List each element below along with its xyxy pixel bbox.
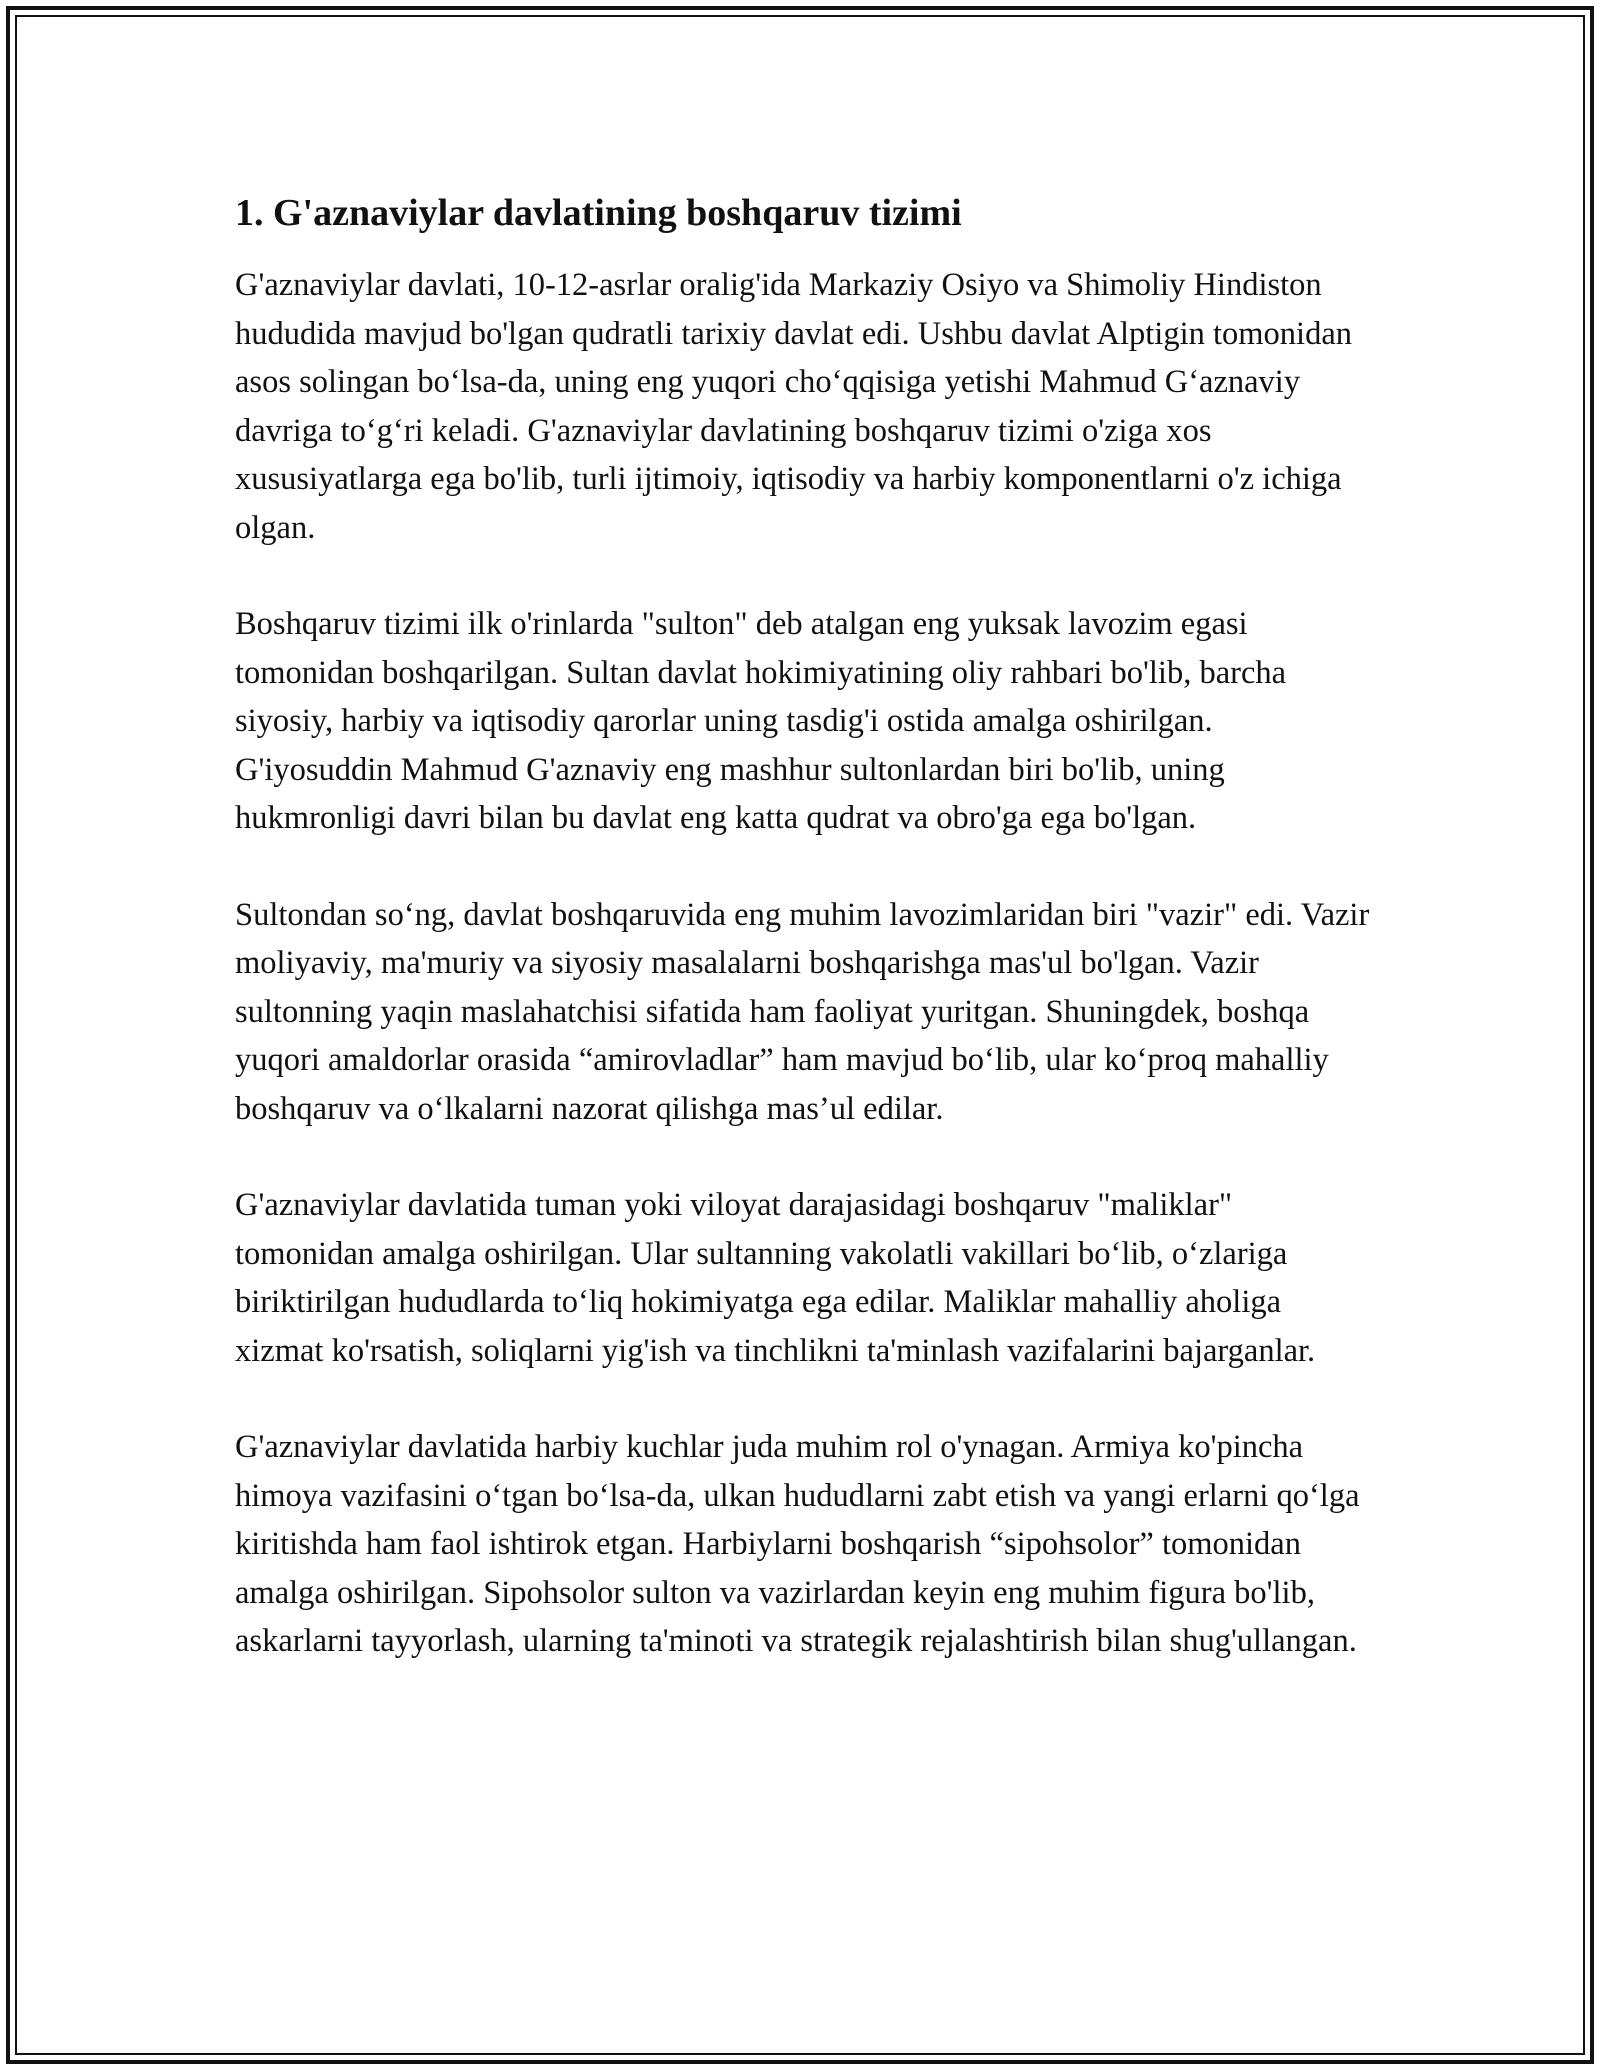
paragraph-3: Sultondan so‘ng, davlat boshqaruvida eng muhim lavozimlaridan biri "vazir" edi. Vazir moliyaviy, ma'muriy va siyosiy masalalarni boshqarishga mas'ul bo'lgan. Vazir sultonning yaqin maslahatchisi sifatida ham faoliyat yuritgan. Shuningdek, boshqa yuqori amaldorlar orasida “amirovladlar” ham mavjud bo‘lib, ular ko‘proq mahalliy boshqaruv va o‘lkalarni nazorat qilishga mas’ul edilar. [235, 896, 1370, 1127]
paragraph-4: G'aznaviylar davlatida tuman yoki viloyat darajasidagi boshqaruv "maliklar" tomonidan amalga oshirilgan. Ular sultanning vakolatli vakillari bo‘lib, o‘zlariga biriktirilgan hududlarda to‘liq hokimiyatga ega edilar. Maliklar mahalliy aholiga xizmat ko'rsatish, soliqlarni yig'ish va tinchlikni ta'minlash vazifalarini bajarganlar. [235, 1187, 1316, 1369]
paragraph-5: G'aznaviylar davlatida harbiy kuchlar juda muhim rol o'ynagan. Armiya ko'pincha himoya vazifasini o‘tgan bo‘lsa-da, ulkan hududlarni zabt etish va yangi erlarni qo‘lga kiritishda ham faol ishtirok etgan. Harbiylarni boshqarish “sipohsolor” tomonidan amalga oshirilgan. Sipohsolor sulton va vazirlardan keyin eng muhim figura bo'lib, askarlarni tayyorlash, ularning ta'minoti va strategik rejalashtirish bilan shug'ullangan. [235, 1429, 1360, 1659]
paragraph-2: Boshqaruv tizimi ilk o'rinlarda "sulton" deb atalgan eng yuksak lavozim egasi tomonidan boshqarilgan. Sultan davlat hokimiyatining oliy rahbari bo'lib, barcha siyosiy, harbiy va iqtisodiy qarorlar uning tasdig'i ostida amalga oshirilgan. G'iyosuddin Mahmud G'aznaviy eng mashhur sultonlardan biri bo'lib, uning hukmronligi davri bilan bu davlat eng katta qudrat va obro'ga ega bo'lgan. [235, 606, 1287, 836]
section-heading: 1. G'aznaviylar davlatining boshqaruv tizimi [235, 192, 962, 234]
document-body [235, 185, 1375, 1714]
paragraph-1: G'aznaviylar davlati, 10-12-asrlar oralig'ida Markaziy Osiyo va Shimoliy Hindiston hududida mavjud bo'lgan qudratli tarixiy davlat edi. Ushbu davlat Alptigin tomonidan asos solingan bo‘lsa-da, uning eng yuqori cho‘qqisiga yetishi Mahmud G‘aznaviy davriga to‘g‘ri keladi. G'aznaviylar davlatining boshqaruv tizimi o'ziga xos xususiyatlarga ega bo'lib, turli ijtimoiy, iqtisodiy va harbiy komponentlarni o'z ichiga olgan. [235, 267, 1352, 546]
